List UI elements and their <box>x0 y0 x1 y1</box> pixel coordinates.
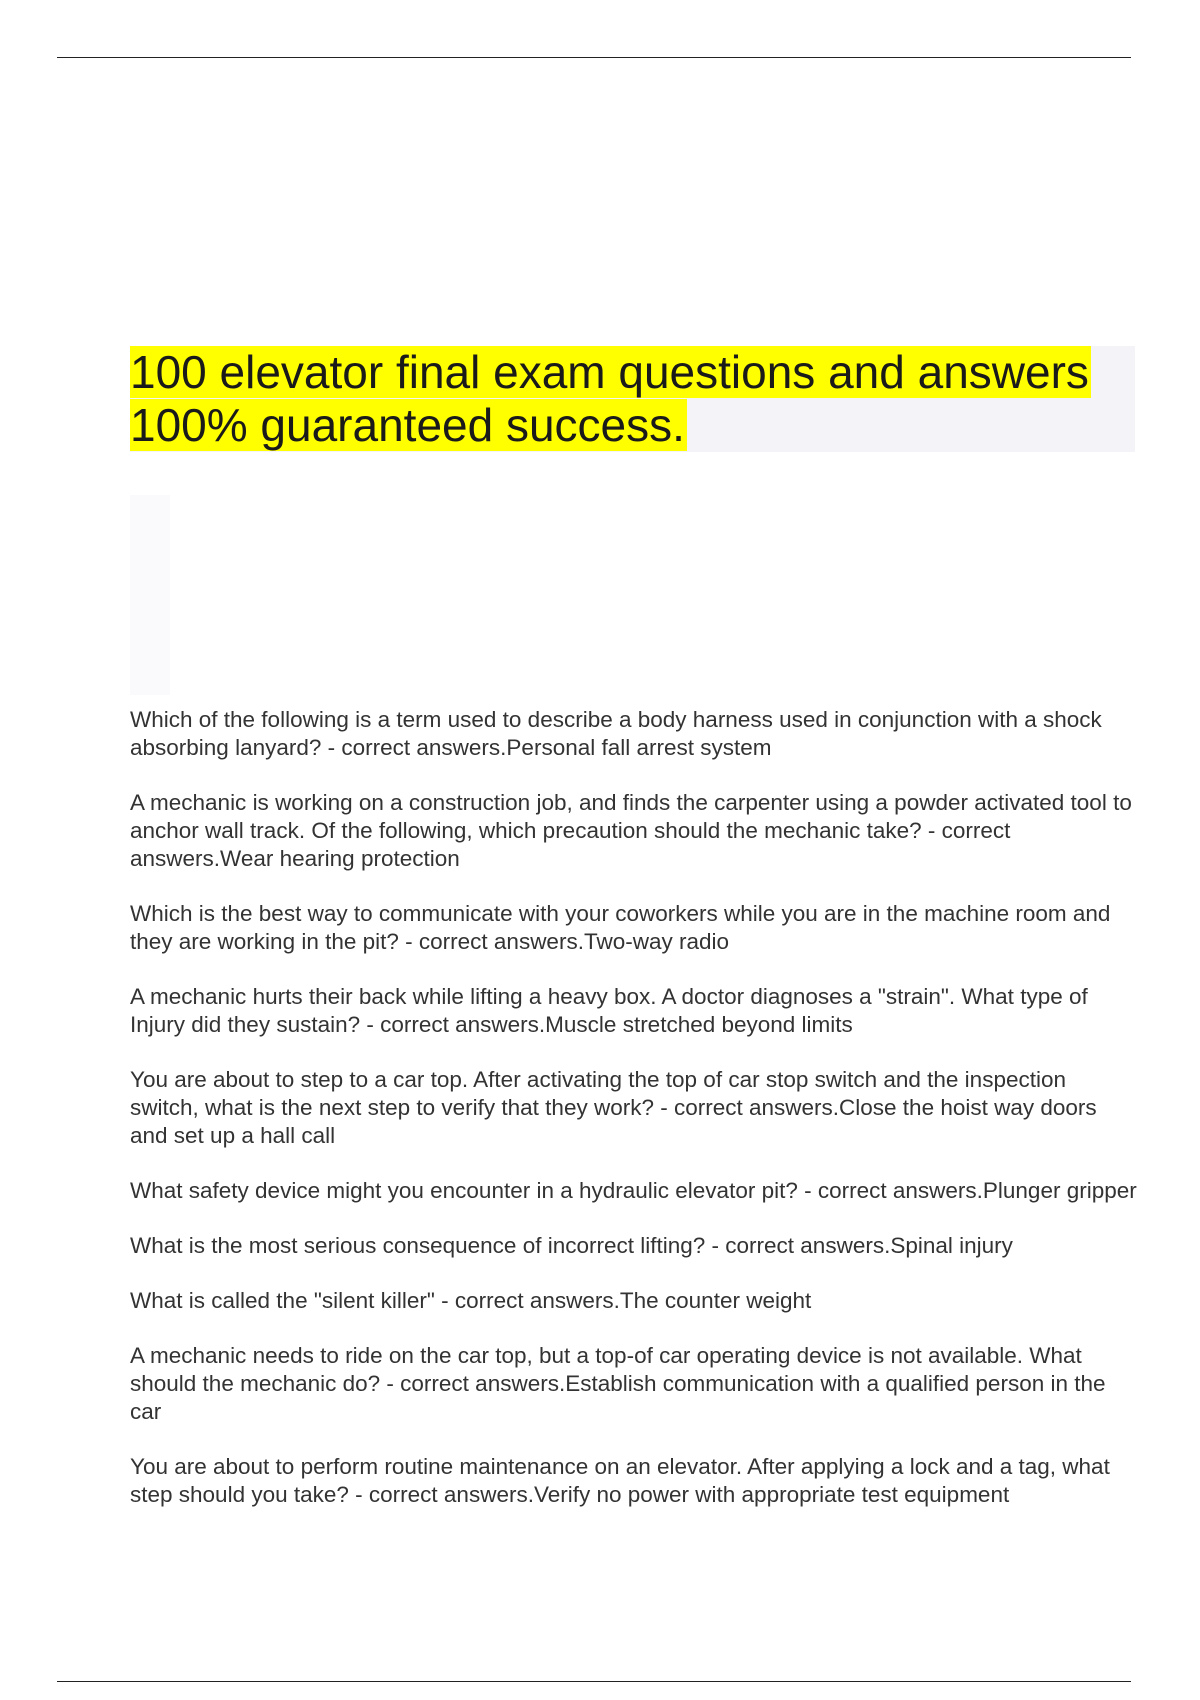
top-rule <box>57 57 1131 58</box>
title-line-2: 100% guaranteed success. <box>130 399 685 451</box>
qa-list <box>130 706 1140 1536</box>
bottom-rule <box>57 1681 1131 1682</box>
qa-item: Which is the best way to communicate with your coworkers while you are in the machine room and they are working in the pit? - correct answers.Two-way radio <box>130 901 1111 954</box>
qa-item: Which of the following is a term used to describe a body harness used in conjunction with a shock absorbing lanyard? - correct answers.Personal fall arrest system <box>130 707 1102 760</box>
qa-item: What is called the "silent killer" - correct answers.The counter weight <box>130 1288 812 1313</box>
title-line-1: 100 elevator final exam questions and answers <box>130 346 1089 398</box>
qa-item: A mechanic is working on a construction job, and finds the carpenter using a powder activated tool to anchor wall track. Of the following, which precaution should the mechanic take? - correct answers.Wear hearing protection <box>130 790 1132 871</box>
document-title <box>130 346 1135 452</box>
qa-item: A mechanic hurts their back while lifting a heavy box. A doctor diagnoses a "strain". What type of Injury did they sustain? - correct answers.Muscle stretched beyond limits <box>130 984 1088 1037</box>
qa-item: What safety device might you encounter in a hydraulic elevator pit? - correct answers.Plunger gripper <box>130 1178 1137 1203</box>
qa-item: You are about to perform routine maintenance on an elevator. After applying a lock and a tag, what step should you take? - correct answers.Verify no power with appropriate test equipment <box>130 1454 1110 1507</box>
qa-item: What is the most serious consequence of incorrect lifting? - correct answers.Spinal injury <box>130 1233 1013 1258</box>
faint-scan-artifact <box>130 495 170 695</box>
qa-item: You are about to step to a car top. After activating the top of car stop switch and the inspection switch, what is the next step to verify that they work? - correct answers.Close the hoist way doors and set up a hall call <box>130 1067 1097 1148</box>
qa-item: A mechanic needs to ride on the car top, but a top-of car operating device is not available. What should the mechanic do? - correct answers.Establish communication with a qualified person in the car <box>130 1343 1106 1424</box>
